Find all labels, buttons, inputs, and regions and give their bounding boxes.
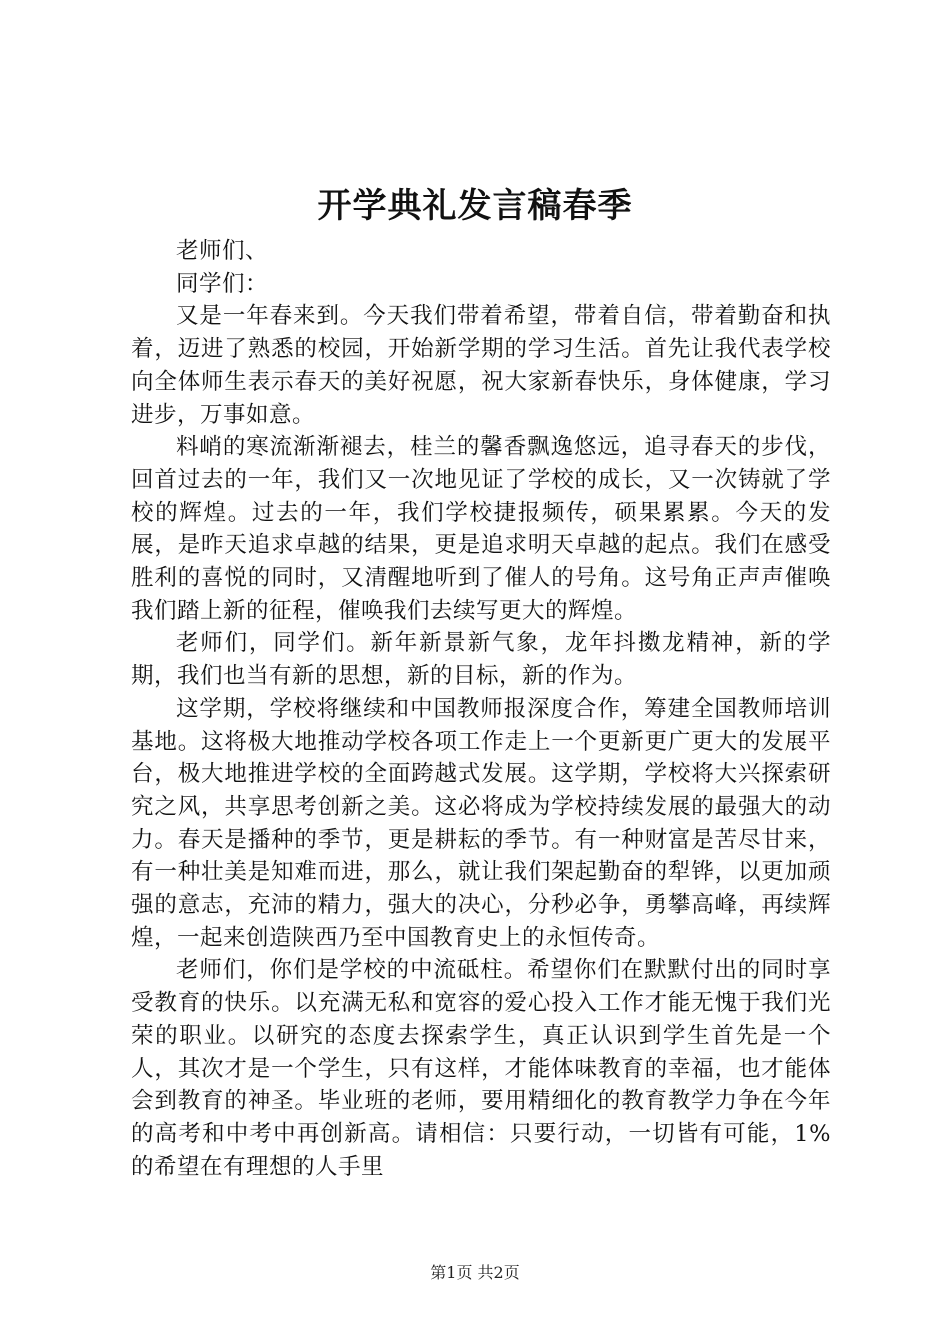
- document-title: 开学典礼发言稿春季: [317, 186, 633, 226]
- salutation-students: 同学们：: [176, 270, 269, 297]
- paragraph-3: 老师们，同学们。新年新景新气象，龙年抖擞龙精神，新的学期，我们也当有新的思想，新的目标，新的作为。: [131, 630, 831, 690]
- paragraph-2: 料峭的寒流渐渐褪去，桂兰的馨香飘逸悠远，追寻春天的步伐，回首过去的一年，我们又一次地见证了学校的成长，又一次铸就了学校的辉煌。过去的一年，我们学校捷报频传，硕果累累。今天的发展，是昨天追求卓越的结果，更是追求明天卓越的起点。我们在感受胜利的喜悦的同时，又清醒地听到了催人的号角。这号角正声声催唤我们踏上新的征程，催唤我们去续写更大的辉煌。: [131, 434, 831, 624]
- page-footer: 第1页 共2页: [430, 1263, 520, 1282]
- document-body: [131, 235, 831, 1183]
- paragraph-4: 这学期，学校将继续和中国教师报深度合作，筹建全国教师培训基地。这将极大地推动学校各项工作走上一个更新更广更大的发展平台，极大地推进学校的全面跨越式发展。这学期，学校将大兴探索研究之风，共享思考创新之美。这必将成为学校持续发展的最强大的动力。春天是播种的季节，更是耕耘的季节。有一种财富是苦尽甘来，有一种壮美是知难而进，那么，就让我们架起勤奋的犁铧，以更加顽强的意志，充沛的精力，强大的决心，分秒必争，勇攀高峰，再续辉煌，一起来创造陕西乃至中国教育史上的永恒传奇。: [131, 695, 831, 951]
- salutation-teachers: 老师们、: [176, 238, 269, 264]
- paragraph-1: 又是一年春来到。今天我们带着希望，带着自信，带着勤奋和执着，迈进了熟悉的校园，开始新学期的学习生活。首先让我代表学校向全体师生表示春天的美好祝愿，祝大家新春快乐，身体健康，学习进步，万事如意。: [131, 303, 831, 428]
- paragraph-5: 老师们，你们是学校的中流砥柱。希望你们在默默付出的同时享受教育的快乐。以充满无私和宽容的爱心投入工作才能无愧于我们光荣的职业。以研究的态度去探索学生，真正认识到学生首先是一个人，其次才是一个学生，只有这样，才能体味教育的幸福，也才能体会到教育的神圣。毕业班的老师，要用精细化的教育教学力争在今年的高考和中考中再创新高。请相信：只要行动，一切皆有可能，1%的希望在有理想的人手里: [131, 957, 831, 1180]
